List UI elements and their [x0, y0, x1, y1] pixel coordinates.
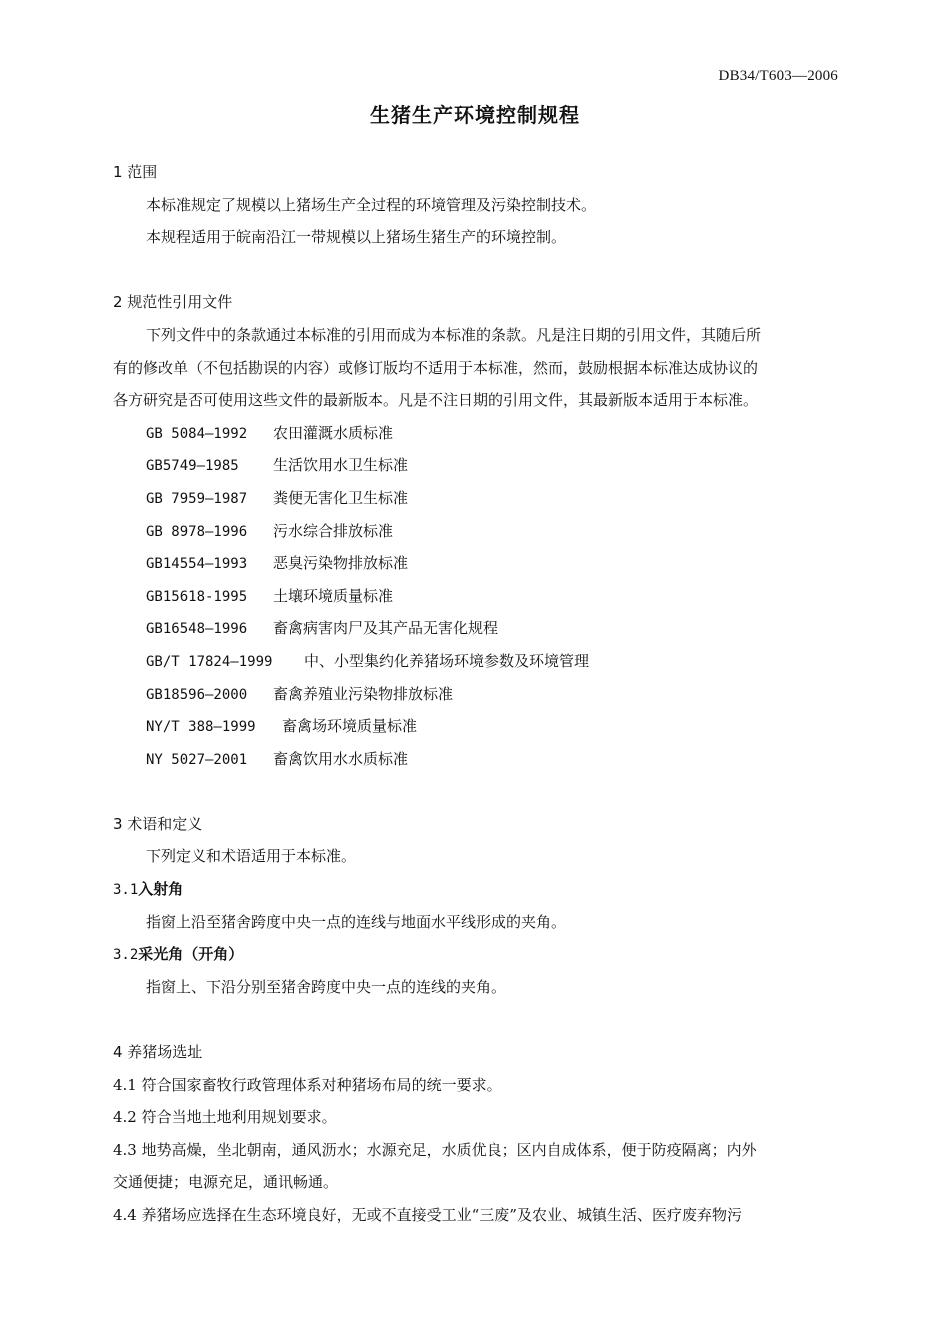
reference-name: 生活饮用水卫生标准 — [273, 456, 409, 475]
reference-name: 中、小型集约化养猪场环境参数及环境管理 — [304, 651, 590, 670]
reference-code: GB 8978—1996 — [146, 523, 248, 540]
reference-name: 畜禽场环境质量标准 — [282, 717, 418, 736]
reference-code: GB/T 17824—1999 — [146, 653, 273, 670]
reference-code: GB15618-1995 — [146, 588, 248, 605]
reference-name: 土壤环境质量标准 — [273, 586, 394, 605]
page-title: 生猪生产环境控制规程 — [370, 103, 580, 127]
paragraph: 本规程适用于皖南沿江一带规模以上猪场生猪生产的环境控制。 — [146, 228, 567, 247]
reference-name: 恶臭污染物排放标准 — [273, 554, 409, 573]
section-2-heading: 2 规范性引用文件 — [113, 293, 233, 312]
reference-item — [113, 417, 835, 450]
reference-code: GB18596—2000 — [146, 686, 248, 703]
reference-code: GB14554—1993 — [146, 556, 248, 573]
reference-name: 畜禽饮用水水质标准 — [273, 749, 409, 768]
term-title: 采光角（开角） — [138, 945, 244, 964]
paragraph-line: 有的修改单（不包括勘误的内容）或修订版均不适用于本标准，然而，鼓励根据本标准达成协议的 — [113, 358, 759, 377]
term-heading — [113, 873, 835, 906]
paragraph: 本标准规定了规模以上猪场生产全过程的环境管理及污染控制技术。 — [146, 195, 597, 214]
reference-item — [113, 645, 835, 678]
clause-4-1: 4.1 符合国家畜牧行政管理体系对种猪场布局的统一要求。 — [113, 1075, 502, 1094]
reference-item — [113, 449, 835, 482]
reference-name: 污水综合排放标准 — [273, 521, 394, 540]
spacer — [113, 1003, 835, 1036]
reference-name: 畜禽养殖业污染物排放标准 — [273, 684, 454, 703]
clause-4-4-line: 4.4 养猪场应选择在生态环境良好，无或不直接受工业“三废”及农业、城镇生活、医疗废弃物污 — [113, 1206, 742, 1224]
term-definition: 指窗上、下沿分别至猪舍跨度中央一点的连线的夹角。 — [146, 977, 507, 996]
clause-4-3-line: 4.3 地势高燥，坐北朝南，通风沥水；水源充足，水质优良；区内自成体系，便于防疫隔离；内外 — [113, 1140, 757, 1159]
document-code: DB34/T603—2006 — [718, 68, 838, 84]
reference-item — [113, 612, 835, 645]
reference-name: 粪便无害化卫生标准 — [273, 488, 409, 507]
reference-item — [113, 678, 835, 711]
reference-item — [113, 710, 835, 743]
clause-4-2: 4.2 符合当地土地利用规划要求。 — [113, 1108, 337, 1127]
section-3-heading: 3 术语和定义 — [113, 814, 203, 833]
reference-name: 农田灌溉水质标准 — [273, 423, 394, 442]
term-number: 3.1 — [113, 882, 139, 899]
paragraph-line: 各方研究是否可使用这些文件的最新版本。凡是不注日期的引用文件，其最新版本适用于本标准。 — [113, 391, 759, 410]
reference-code: NY/T 388—1999 — [146, 719, 256, 736]
clause-4-3-line: 交通便捷；电源充足，通讯畅通。 — [113, 1173, 339, 1192]
term-definition: 指窗上沿至猪舍跨度中央一点的连线与地面水平线形成的夹角。 — [146, 912, 567, 931]
paragraph: 下列定义和术语适用于本标准。 — [146, 847, 357, 866]
reference-item — [113, 482, 835, 515]
reference-item — [113, 743, 835, 776]
reference-item — [113, 580, 835, 613]
reference-code: GB 7959—1987 — [146, 490, 248, 507]
spacer — [113, 775, 835, 808]
term-heading — [113, 938, 835, 971]
reference-code: GB5749—1985 — [146, 458, 239, 475]
reference-item — [113, 515, 835, 548]
paragraph-line: 下列文件中的条款通过本标准的引用而成为本标准的条款。凡是注日期的引用文件，其随后所 — [146, 325, 762, 344]
section-4-heading: 4 养猪场选址 — [113, 1043, 203, 1062]
reference-name: 畜禽病害肉尸及其产品无害化规程 — [273, 619, 499, 638]
term-title: 入射角 — [138, 880, 184, 899]
reference-code: GB 5084—1992 — [146, 425, 248, 442]
reference-item — [113, 547, 835, 580]
document-body — [113, 156, 835, 1232]
section-1-heading: 1 范围 — [113, 163, 158, 181]
reference-code: NY 5027—2001 — [146, 751, 248, 768]
term-number: 3.2 — [113, 947, 139, 964]
reference-code: GB16548—1996 — [146, 621, 248, 638]
spacer — [113, 254, 835, 287]
